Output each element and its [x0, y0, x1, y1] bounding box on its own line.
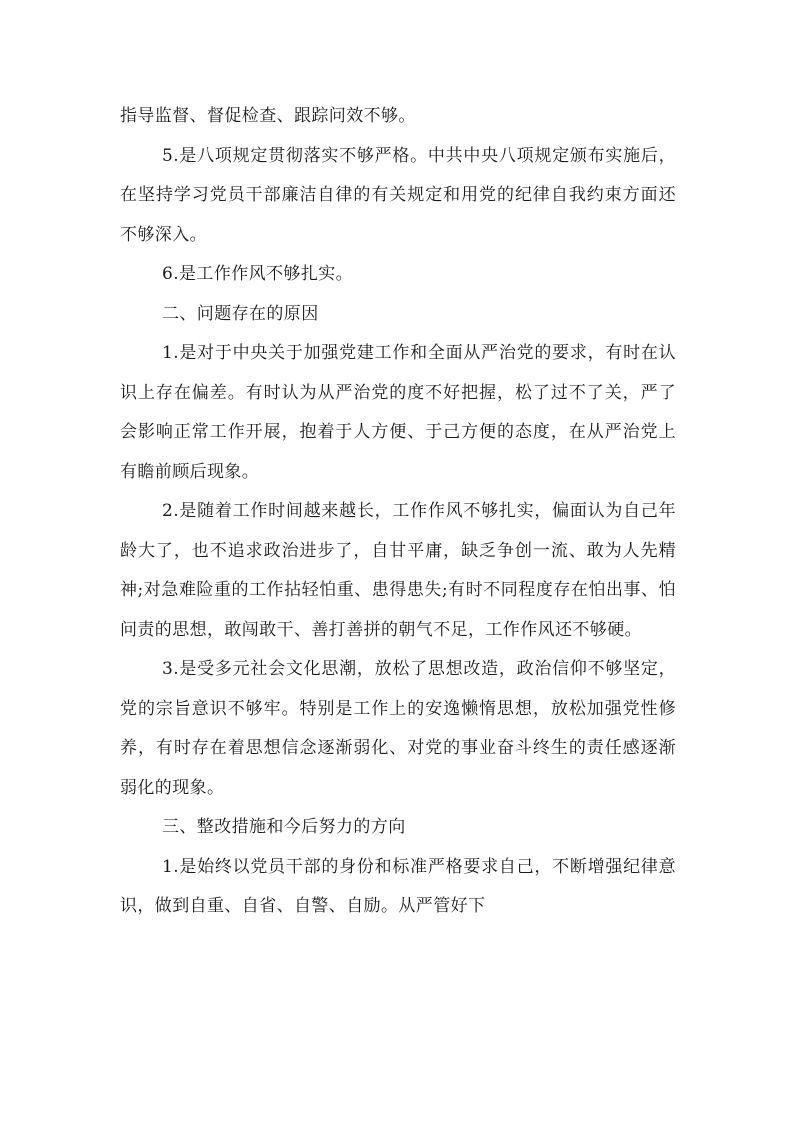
paragraph-2: 5.是八项规定贯彻落实不够严格。中共中央八项规定颁布实施后，在坚持学习党员干部廉洁自律的有关规定和用党的纪律自我约束方面还不够深入。: [120, 145, 676, 245]
section-heading-2: 二、问题存在的原因: [162, 303, 319, 324]
paragraph-5: 1.是对于中央关于加强党建工作和全面从严治党的要求，有时在认识上存在偏差。有时认为从严治党的度不好把握，松了过不了关，严了会影响正常工作开展，抱着于人方便、于己方便的态度，在从严治党上有瞻前顾后现象。: [120, 343, 676, 482]
paragraph-1: 指导监督、督促检查、跟踪问效不够。: [120, 106, 416, 126]
paragraph-7: 3.是受多元社会文化思潮，放松了思想改造，政治信仰不够坚定，党的宗旨意识不够牢。特别是工作上的安逸懒惰思想，放松加强党性修养，有时存在着思想信念逐渐弱化、对党的事业奋斗终生的责任感逐渐弱化的现象。: [120, 659, 676, 798]
paragraph-9: 1.是始终以党员干部的身份和标准严格要求自己，不断增强纪律意识，做到自重、自省、自警、自励。从严管好下: [120, 856, 676, 916]
paragraph-6: 2.是随着工作时间越来越长，工作作风不够扎实，偏面认为自己年龄大了，也不追求政治进步了，自甘平庸，缺乏争创一流、敢为人先精神;对急难险重的工作拈轻怕重、患得患失;有时不同程度存在怕出事、怕问责的思想，敢闯敢干、善打善拼的朝气不足，工作作风还不够硬。: [120, 501, 676, 640]
paragraph-3: 6.是工作作风不够扎实。: [162, 264, 354, 284]
section-heading-3: 三、整改措施和今后努力的方向: [162, 817, 406, 837]
document-body: [120, 97, 676, 927]
